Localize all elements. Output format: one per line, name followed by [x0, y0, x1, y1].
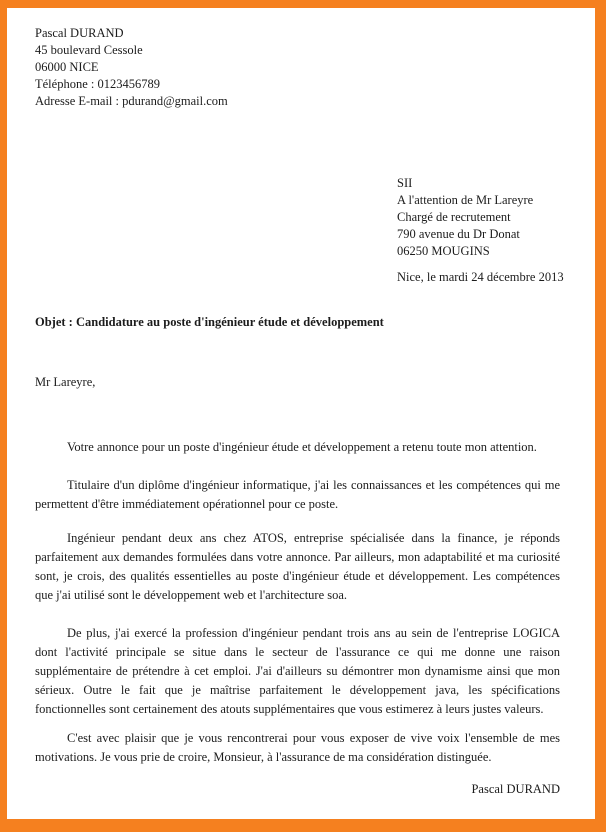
- recipient-attention: A l'attention de Mr Lareyre: [397, 193, 534, 207]
- date-line: Nice, le mardi 24 décembre 2013: [397, 270, 564, 284]
- recipient-block: [397, 175, 560, 260]
- salutation: Mr Lareyre,: [35, 375, 96, 389]
- recipient-street: 790 avenue du Dr Donat: [397, 227, 520, 241]
- paragraph-intro: Votre annonce pour un poste d'ingénieur étude et développement a retenu toute mon attention.: [67, 440, 537, 454]
- sender-city: 06000 NICE: [35, 60, 99, 74]
- subject-line: Objet : Candidature au poste d'ingénieur étude et développement: [35, 315, 384, 329]
- signature: Pascal DURAND: [471, 782, 560, 796]
- sender-street: 45 boulevard Cessole: [35, 43, 143, 57]
- paragraph-profile: Titulaire d'un diplôme d'ingénieur informatique, j'ai les connaissances et les compétences qui me permettent d'être immédiatement opérationnel pour ce poste.: [35, 478, 560, 511]
- paragraph-experience-logica: De plus, j'ai exercé la profession d'ingénieur pendant trois ans au sein de l'entreprise LOGICA dont l'activité principale se situe dans le secteur de l'assurance ce qui me donne une raison supplémentaire de prétendre à cet emploi. J'ai d'ailleurs su démontrer mon dynamisme ainsi que mon sérieux. Outre le fait que je maîtrise parfaitement le développement java, les spécifications fonctionnelles sont certainement des atouts supplémentaires que vous estimerez à leurs justes valeurs.: [35, 626, 560, 716]
- sender-phone: Téléphone : 0123456789: [35, 77, 160, 91]
- recipient-company: SII: [397, 176, 413, 190]
- sender-name: Pascal DURAND: [35, 26, 124, 40]
- letter-sheet: [7, 8, 595, 819]
- sender-block: [35, 25, 560, 110]
- paragraph-experience-atos: Ingénieur pendant deux ans chez ATOS, entreprise spécialisée dans la finance, je réponds parfaitement aux demandes formulées dans votre annonce. Par ailleurs, mon adaptabilité et ma curiosité sont, je crois, des qualités essentielles au poste d'ingénieur étude et développement. Les compétences que j'ai utilisé sont le développement web et l'architecture soa.: [35, 531, 560, 602]
- paragraph-closing: C'est avec plaisir que je vous rencontrerai pour vous exposer de vive voix l'ensemble de mes motivations. Je vous prie de croire, Monsieur, à l'assurance de ma considération distinguée.: [35, 731, 560, 764]
- sender-email: Adresse E-mail : pdurand@gmail.com: [35, 94, 228, 108]
- recipient-role: Chargé de recrutement: [397, 210, 511, 224]
- recipient-city: 06250 MOUGINS: [397, 244, 490, 258]
